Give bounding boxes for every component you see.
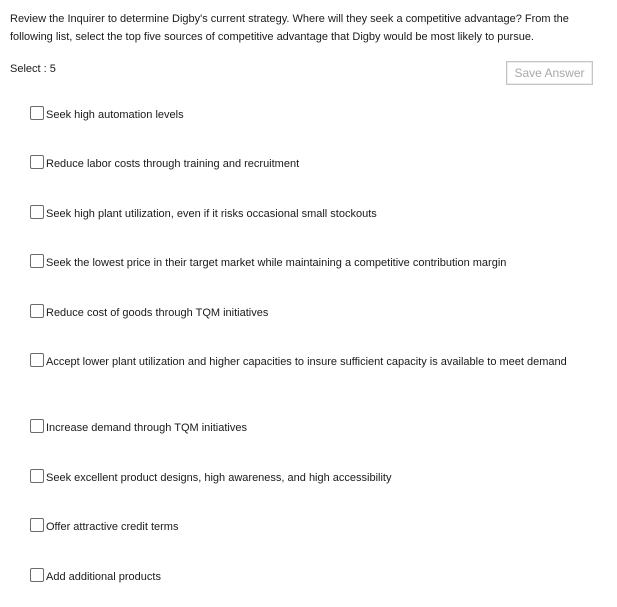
option-reduce-labor-costs[interactable] — [30, 155, 580, 173]
checkbox[interactable] — [30, 304, 44, 318]
select-count-label: Select : 5 — [10, 63, 56, 75]
checkbox[interactable] — [30, 419, 44, 433]
option-add-additional-products[interactable] — [30, 568, 580, 586]
question-text: Review the Inquirer to determine Digby's current strategy. Where will they seek a competitive advantage? From the following list, select the top five sources of competitive advantage that Digby would be most likely to pursue. — [10, 13, 569, 43]
option-label: Seek high plant utilization, even if it risks occasional small stockouts — [46, 208, 377, 220]
option-label: Reduce cost of goods through TQM initiatives — [46, 307, 269, 319]
option-label: Seek high automation levels — [46, 109, 184, 121]
checkbox[interactable] — [30, 205, 44, 219]
checkbox[interactable] — [30, 155, 44, 169]
option-label: Accept lower plant utilization and higher capacities to insure sufficient capacity is available to meet demand — [46, 356, 567, 368]
option-lowest-price[interactable] — [30, 254, 580, 272]
option-lower-plant-utilization[interactable] — [30, 353, 580, 371]
option-label: Reduce labor costs through training and recruitment — [46, 158, 300, 170]
checkbox[interactable] — [30, 518, 44, 532]
option-seek-high-automation[interactable] — [30, 106, 580, 124]
option-label: Seek excellent product designs, high awareness, and high accessibility — [46, 472, 392, 484]
option-excellent-product-designs[interactable] — [30, 469, 580, 487]
checkbox[interactable] — [30, 254, 44, 268]
option-label: Seek the lowest price in their target market while maintaining a competitive contribution margin — [46, 257, 507, 269]
option-reduce-cost-of-goods-tqm[interactable] — [30, 304, 580, 322]
option-attractive-credit-terms[interactable] — [30, 518, 580, 536]
option-label: Add additional products — [46, 571, 161, 583]
option-high-plant-utilization[interactable] — [30, 205, 580, 223]
option-label: Increase demand through TQM initiatives — [46, 422, 247, 434]
save-answer-button[interactable]: Save Answer — [506, 61, 593, 85]
checkbox[interactable] — [30, 106, 44, 120]
checkbox[interactable] — [30, 568, 44, 582]
option-label: Offer attractive credit terms — [46, 521, 179, 533]
checkbox[interactable] — [30, 353, 44, 367]
option-increase-demand-tqm[interactable] — [30, 419, 580, 437]
checkbox[interactable] — [30, 469, 44, 483]
